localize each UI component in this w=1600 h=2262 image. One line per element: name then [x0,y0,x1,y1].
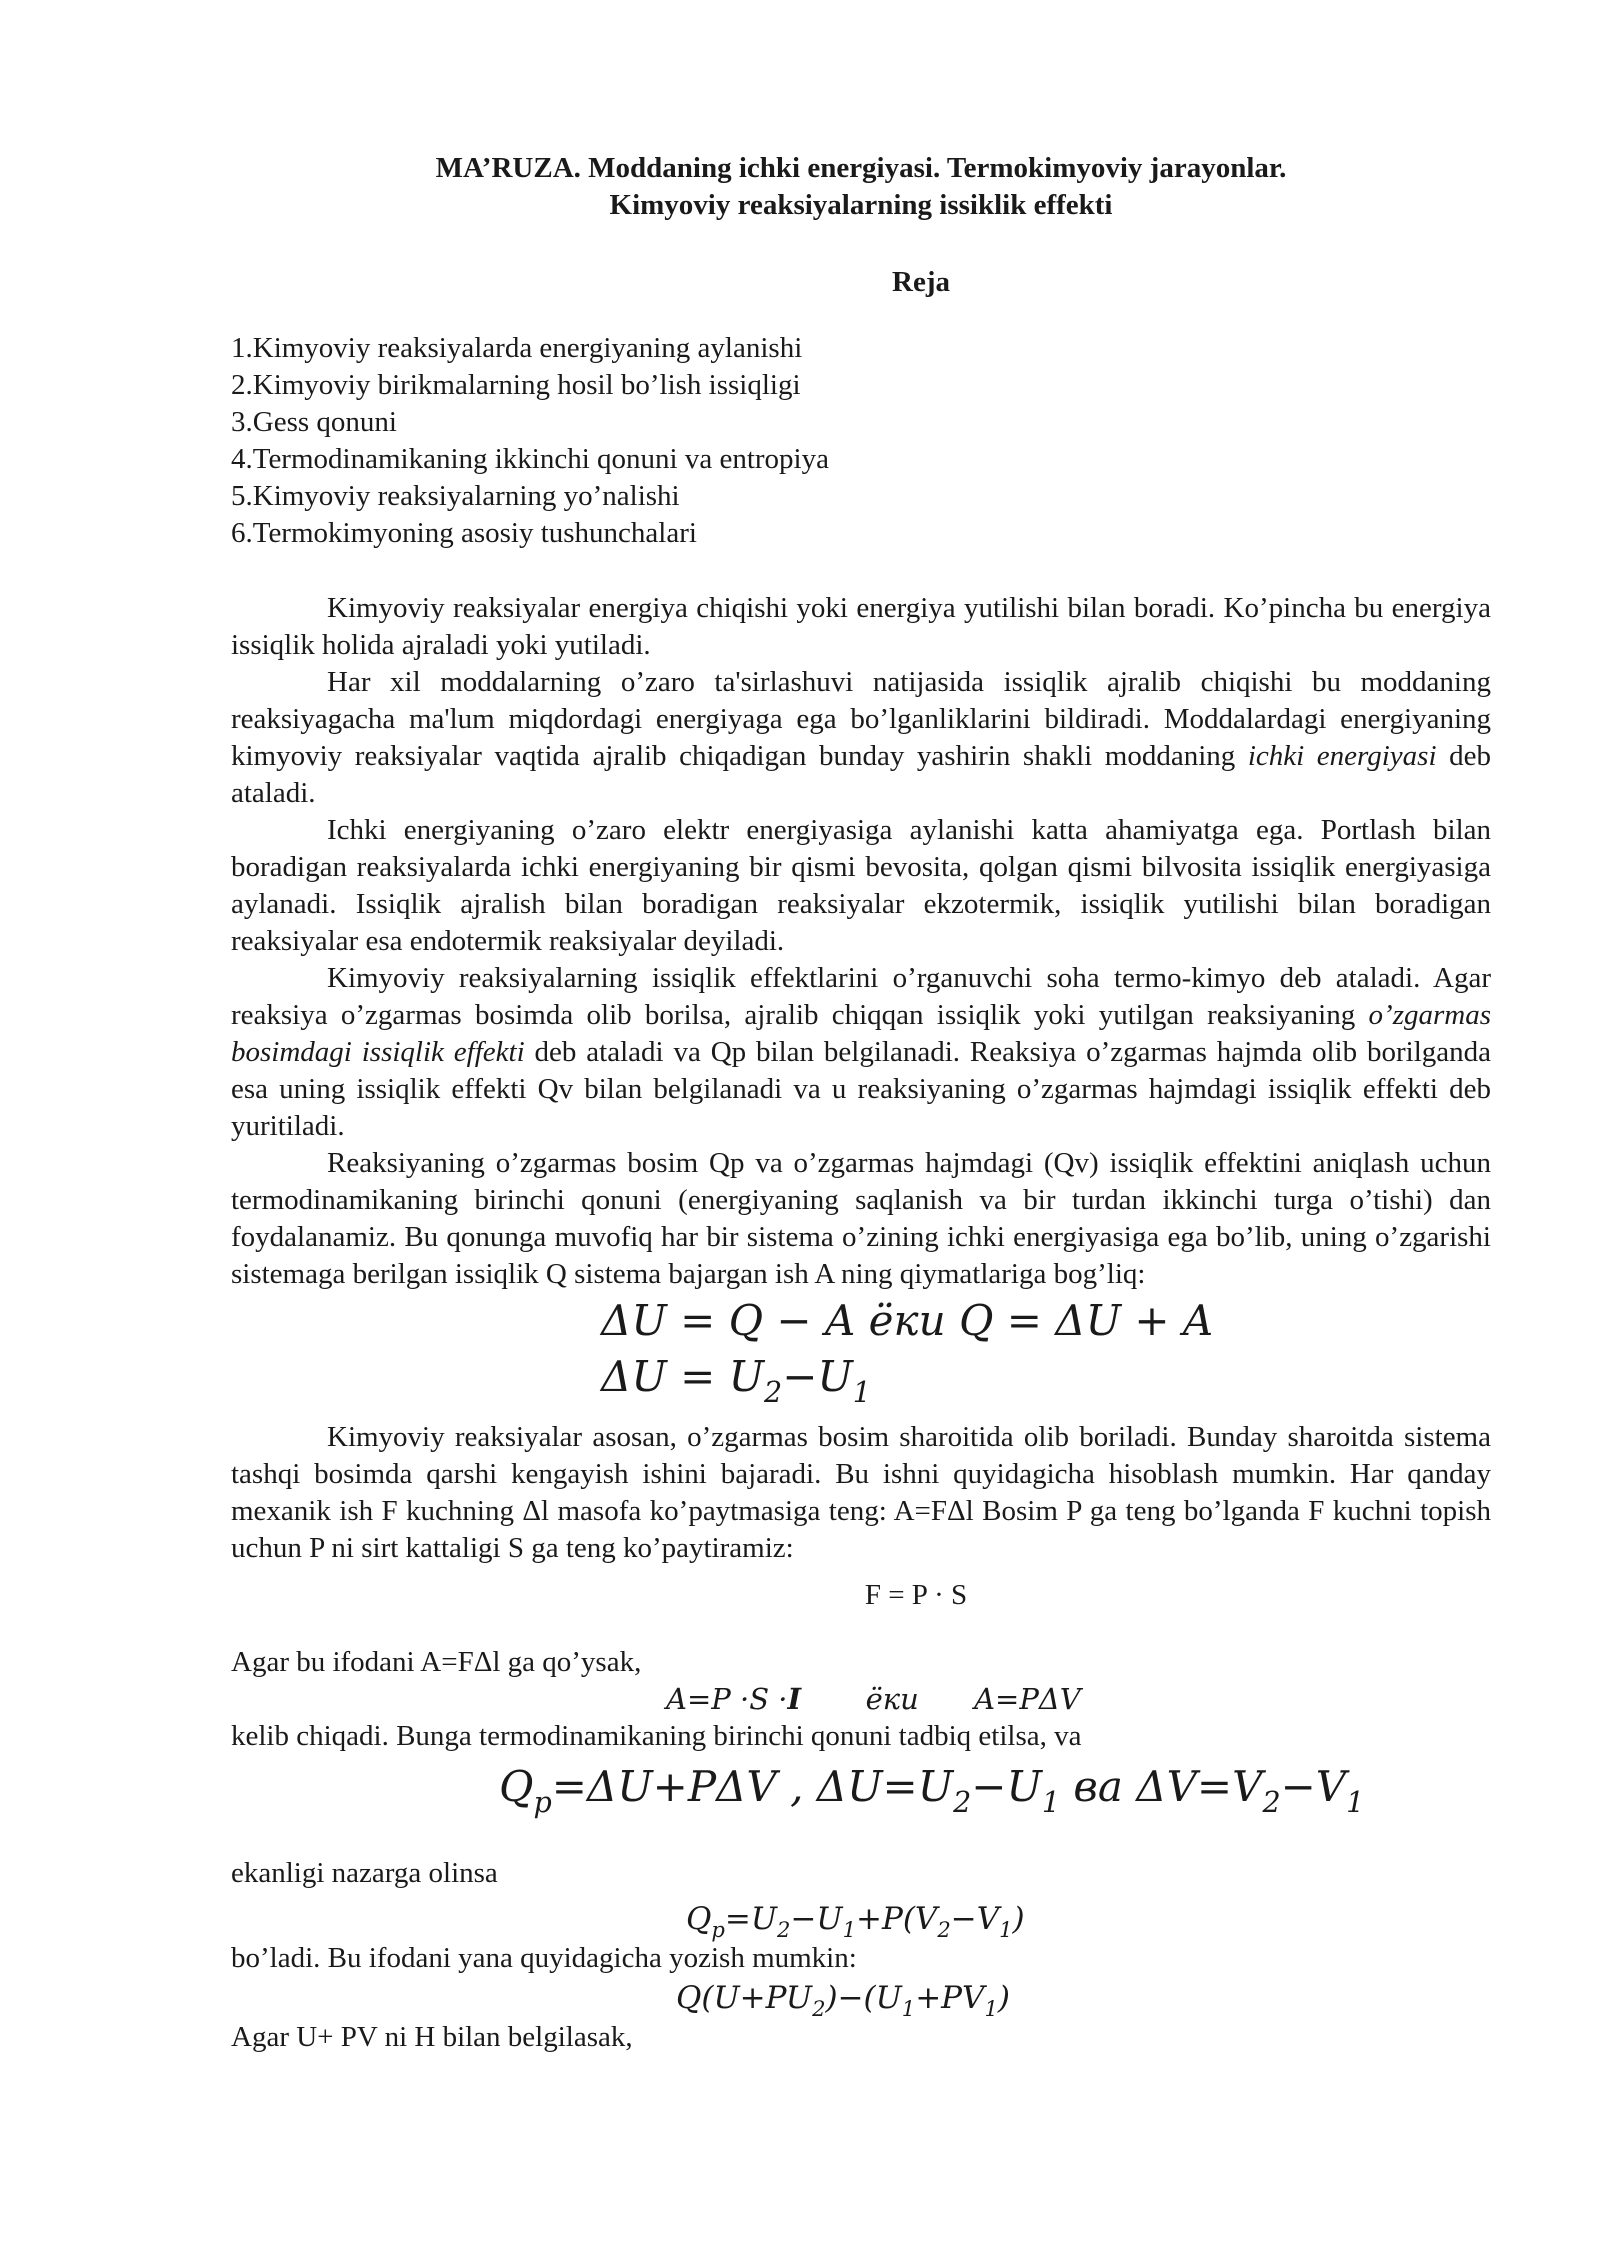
document-content [231,150,1491,2056]
paragraph-7: Agar bu ifodani A=FΔl ga qo’ysak, [231,1646,642,1678]
plan-heading: Reja [892,266,950,298]
title-line-1: MA’RUZA. Moddaning ichki energiyasi. Termokimyoviy jarayonlar. [435,152,1287,184]
plan-item: 6.Termokimyoning asosiy tushunchalari [231,517,697,549]
formula-qp-definition: $Q_p=\Delta U+P\Delta V$ , $\Delta U=U_2-U_1$ ва $\Delta V=V_2-V_1$ [499,1762,1365,1819]
plan-list [231,330,1491,552]
plan-item: 4.Termodinamikaning ikkinchi qonuni va entropiya [231,443,829,475]
paragraph-6: Kimyoviy reaksiyalar asosan, o’zgarmas bosim sharoitida olib boriladi. Bunday sharoitda sistema tashqi bosimda qarshi kengayish ishini bajaradi. Bu ishni quyidagicha hisoblash mumkin. Har qanday mexanik ish F kuchning Δl masofa ko’paytmasiga teng: A=FΔl Bosim P ga teng bo’lganda F kuchni topish uchun P ni sirt kattaligi S ga teng ko’paytiramiz: [231,1421,1491,1564]
formula-delta-u: $\Delta U = U_2-U_1$ [601,1352,871,1409]
formula-work: A=P ·S ·I ёки A=PΔV [666,1682,1081,1716]
formula-qp-expanded: $Q_p=U_2-U_1+P(V_2-V_1)$ [686,1901,1025,1942]
plan-item: 3.Gess qonuni [231,406,397,438]
formula-rewritten: $Q(U+PU_2)-(U_1+PV_1)$ [676,1980,1010,2021]
paragraph-8: kelib chiqadi. Bunga termodinamikaning birinchi qonuni tadbiq etilsa, va [231,1720,1082,1752]
paragraph-10: bo’ladi. Bu ifodani yana quyidagicha yozish mumkin: [231,1942,857,1974]
title-line-2: Kimyoviy reaksiyalarning issiklik effekti [609,189,1113,221]
paragraph-11: Agar U+ PV ni H bilan belgilasak, [231,2021,633,2053]
formula-force: F = P · S [864,1579,968,1611]
paragraph-3: Ichki energiyaning o’zaro elektr energiyasiga aylanishi katta ahamiyatga ega. Portlash bilan boradigan reaksiyalarda ichki energiyaning bir qismi bevosita, qolgan qismi bilvosita issiqlik energiyasiga aylanadi. Issiqlik ajralish bilan boradigan reaksiyalar ekzotermik, issiqlik yutilishi bilan boradigan reaksiyalar esa endotermik reaksiyalar deyiladi. [231,814,1491,957]
paragraph-1: Kimyoviy reaksiyalar energiya chiqishi yoki energiya yutilishi bilan boradi. Ko’pincha bu energiya issiqlik holida ajraladi yoki yutiladi. [231,592,1491,661]
paragraph-4: Kimyoviy reaksiyalarning issiqlik effektlarini o’rganuvchi soha termo-kimyo deb ataladi. Agar reaksiya o’zgarmas bosimda olib borilsa, ajralib chiqqan issiqlik yoki yutilgan reaksiyaning o’zgarmas bosimdagi issiqlik effekti deb ataladi va Qp bilan belgilanadi. Reaksiya o’zgarmas hajmda olib borilganda esa uning issiqlik effekti Qv bilan belgilanadi va u reaksiyaning o’zgarmas hajmdagi issiqlik effekti deb yuritiladi. [231,962,1491,1142]
paragraph-9: ekanligi nazarga olinsa [231,1857,498,1889]
plan-item: 2.Kimyoviy birikmalarning hosil bo’lish issiqligi [231,369,801,401]
plan-item: 5.Kimyoviy reaksiyalarning yo’nalishi [231,480,680,512]
paragraph-5: Reaksiyaning o’zgarmas bosim Qp va o’zgarmas hajmdagi (Qv) issiqlik effektini aniqlash uchun termodinamikaning birinchi qonuni (energiyaning saqlanish va bir turdan ikkinchi turga o’tishi) dan foydalanamiz. Bu qonunga muvofiq har bir sistema o’zining ichki energiyasiga ega bo’lib, uning o’zgarishi sistemaga berilgan issiqlik Q sistema bajargan ish A ning qiymatlariga bog’liq: [231,1147,1491,1290]
plan-item: 1.Kimyoviy reaksiyalarda energiyaning aylanishi [231,332,803,364]
paragraph-2: Har xil moddalarning o’zaro ta'sirlashuvi natijasida issiqlik ajralib chiqishi bu moddaning reaksiyagacha ma'lum miqdordagi energiyaga ega bo’lganliklarini bildiradi. Moddalardagi energiyaning kimyoviy reaksiyalar vaqtida ajralib chiqadigan bunday yashirin shakli moddaning ichki energiyasi deb ataladi. [231,666,1491,809]
formula-first-law: ΔU = Q − A ёки Q = ΔU + A [601,1296,1214,1345]
